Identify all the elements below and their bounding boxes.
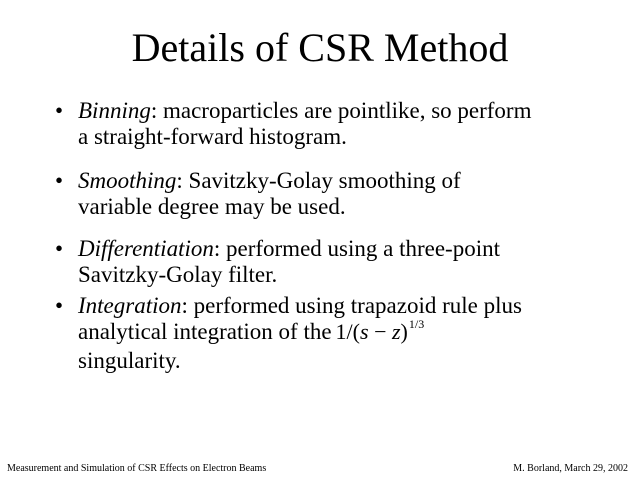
bullet-line [78, 168, 618, 194]
bullet-line: a straight-forward histogram. [78, 124, 347, 149]
bullet-line [78, 236, 618, 262]
formula-var-z: z [391, 319, 401, 344]
bullet-term: Binning [78, 98, 151, 123]
formula-open-paren: ( [352, 319, 360, 344]
singularity-formula [336, 319, 425, 344]
bullet-text [78, 98, 618, 150]
formula-prefix: 1/ [335, 319, 353, 344]
bullet-term: Smoothing [78, 168, 177, 193]
slide-title: Details of CSR Method [131, 25, 509, 70]
bullet-description: : performed using trapazoid rule plus [181, 293, 522, 318]
bullet-line: singularity. [78, 348, 181, 373]
bullet-marker: • [55, 98, 64, 123]
footer-author-date: M. Borland, March 29, 2002 [513, 463, 628, 474]
bullet-text [78, 236, 618, 288]
bullet-description: : Savitzky-Golay smoothing of [176, 168, 461, 193]
bullet-marker: • [55, 293, 64, 318]
bullet-marker: • [55, 168, 64, 193]
bullet-description: : performed using a three-point [213, 236, 500, 261]
bullet-description: analytical integration of the [78, 319, 332, 344]
bullet-marker: • [55, 236, 64, 261]
bullet-text [78, 293, 618, 374]
formula-var-s: s [360, 319, 369, 344]
formula-minus: − [368, 319, 392, 344]
bullet-line: Savitzky-Golay filter. [78, 262, 278, 287]
bullet-term: Integration [78, 293, 182, 318]
bullet-term: Differentiation [78, 236, 214, 261]
bullet-description: : macroparticles are pointlike, so perform [150, 98, 532, 123]
bullet-line [78, 98, 618, 124]
bullet-line [78, 293, 618, 319]
formula-exponent: 1/3 [408, 317, 425, 331]
footer-presentation-title: Measurement and Simulation of CSR Effects on Electron Beams [7, 463, 267, 474]
formula-close-paren: ) [400, 319, 408, 344]
bullet-line: variable degree may be used. [78, 194, 346, 219]
bullet-line [78, 319, 618, 348]
bullet-text [78, 168, 618, 220]
